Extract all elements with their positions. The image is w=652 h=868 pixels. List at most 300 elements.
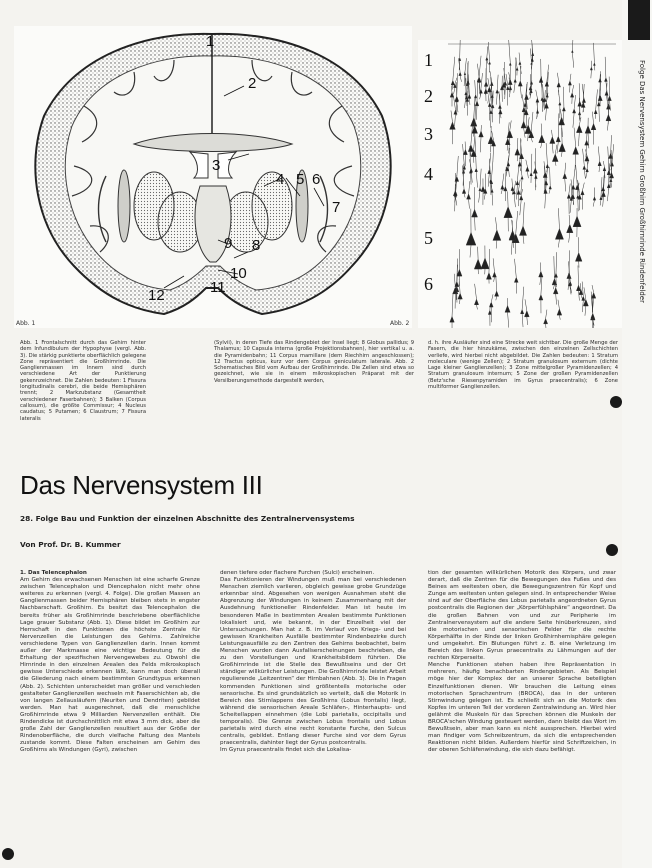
neuron-dendrite bbox=[455, 78, 457, 84]
neuron-cell bbox=[594, 110, 597, 114]
neuron-dendrite bbox=[592, 112, 593, 124]
neuron-dendrite bbox=[541, 124, 542, 135]
neuron-cell bbox=[598, 161, 601, 165]
brain-num-6: 6 bbox=[312, 171, 321, 188]
neuron-cell bbox=[603, 167, 606, 171]
neuron-axon bbox=[599, 106, 600, 122]
neuron-dendrite bbox=[453, 57, 455, 81]
neuron-dendrite bbox=[457, 156, 458, 177]
neuron-cell bbox=[576, 125, 582, 132]
neuron-cell bbox=[607, 184, 610, 188]
cortex-layers-illustration bbox=[418, 40, 622, 328]
neuron-axon bbox=[545, 108, 546, 120]
neuron-dendrite bbox=[477, 80, 478, 102]
neuron-cell bbox=[593, 197, 596, 200]
neuron-axon bbox=[573, 113, 574, 128]
neuron-dendrite bbox=[451, 111, 453, 123]
neuron-axon bbox=[522, 314, 523, 327]
neuron-dendrite bbox=[502, 174, 504, 186]
neuron-axon bbox=[471, 172, 472, 182]
neuron-axon bbox=[591, 70, 592, 78]
neuron-axon bbox=[496, 240, 497, 248]
neuron-axon bbox=[488, 174, 489, 187]
neuron-cell bbox=[557, 309, 562, 315]
neuron-axon bbox=[593, 200, 594, 206]
neuron-dendrite bbox=[557, 73, 558, 83]
neuron-cell bbox=[583, 166, 586, 170]
brain-num-3: 3 bbox=[212, 157, 221, 174]
neuron-cell bbox=[489, 62, 491, 64]
body-column-1-text: Am Gehirn des erwachsenen Menschen ist eine scharfe Grenze zwischen Telencephalon und Diencephalon nicht mehr ohne weiteres zu erkennen (vergl. 4. Folge). Die großen Massen an Ganglienmassen beider Hemisphären bleiben stets in engster Nachbarschaft. Großhirn. Es besitzt das Telencephalon die bereits früher als Großhirnrinde beschriebene oberflächliche Lage grauer Substanz (Abb. 1). Diese bildet im Großhirn zur Herrschaft in den Funktionen die höchste Zentrale für Nervenzellen die Leistungen des Gehirns. Zahlreiche verschiedene Typen von Ganglienzellen darin. Innen kommt außer der Markmasse eine wichtige Bedeutung für die Erhaltung der spezifischen Nervengewebes zu. Obwohl die Hirnrinde in den einzelnen Arealen des Felds mikroskopisch gewisse Unterschiede erkennen läßt, kann man doch überall die Gliederung nach einem bestimmten Grundtypus erkennen (Abb. 2). Schichten unterscheidet man größer und verschieden gestalteter Ganglienzellen wechseln mit Faserschichten ab, die von langen Zellausläufern (Neuriten und Dendriten) gebildet werden. Man hat ausgerechnet, daß die menschliche Großhirnrinde etwa 9 Milliarden Nervenzellen enthält. Die Rindendicke ist durchschnittlich mit etwa 3 mm dick, aber die große Zahl der Ganglienzellen resultiert aus der Größe der Rindenoberfläche, die durch vielfache Faltung des Mantels zustande kommt. Diese Falten erscheinen am Gehirn des Großhirns als Windungen (Gyri), zwischen bbox=[20, 577, 200, 754]
neuron-cell bbox=[559, 143, 565, 151]
neuron-axon bbox=[516, 185, 517, 200]
neuron-dendrite bbox=[556, 252, 557, 273]
neuron-dendrite bbox=[558, 300, 559, 309]
neuron-axon bbox=[476, 305, 477, 310]
neuron-cell bbox=[488, 103, 491, 107]
neuron-cell bbox=[454, 110, 457, 114]
neuron-cell bbox=[517, 190, 520, 194]
neuron-axon bbox=[455, 197, 456, 205]
neuron-dendrite bbox=[519, 53, 520, 62]
neuron-cell bbox=[590, 67, 592, 70]
neuron-dendrite bbox=[460, 40, 461, 58]
neuron-axon bbox=[585, 306, 586, 316]
neuron-axon bbox=[484, 193, 485, 199]
neuron-cell bbox=[479, 188, 481, 191]
brain-num-10: 10 bbox=[230, 265, 247, 282]
neuron-cell bbox=[474, 299, 478, 304]
caption-col-2: (Sylvii), in deren Tiefe das Rindengebiet der Insel liegt; 8 Globus pallidus; 9 Thalamus; 10 Capsula interna (große Projektionsbahnen), hier vertikal u. a. die Pyramidenbahn; 11 Corpus mamillare (dem Riechhirn angeschlossen); 12 Tractus opticus, kurz vor dem Corpus geniculatum laterale. Abb. 2 Schematisches Bild vom Aufbau der Großhirnrinde. Die Zellen sind etwa so gezeichnet, wie sie in einem mikroskopischen Präparat mit der Versilberungsmethode dargestellt werden, bbox=[214, 340, 414, 384]
neuron-axon bbox=[565, 179, 566, 192]
neuron-axon bbox=[492, 192, 493, 205]
neuron-axon bbox=[531, 138, 532, 142]
neuron-axon bbox=[514, 82, 515, 92]
neuron-axon bbox=[569, 233, 570, 243]
neuron-axon bbox=[549, 189, 550, 194]
neuron-dendrite bbox=[514, 181, 516, 191]
neuron-dendrite bbox=[558, 208, 559, 228]
brain-num-4: 4 bbox=[276, 171, 285, 188]
neuron-cell bbox=[472, 126, 478, 133]
neuron-axon bbox=[464, 75, 465, 86]
neuron-dendrite bbox=[509, 40, 511, 63]
neuron-dendrite bbox=[583, 149, 585, 166]
neuron-dendrite bbox=[491, 161, 493, 180]
neuron-dendrite bbox=[536, 90, 538, 99]
neuron-axon bbox=[508, 166, 509, 177]
neuron-cell bbox=[464, 150, 468, 155]
neuron-dendrite bbox=[474, 98, 475, 118]
neuron-cell bbox=[585, 126, 591, 134]
neuron-cell bbox=[506, 86, 509, 90]
neuron-cell bbox=[451, 80, 454, 85]
layer-num-5: 5 bbox=[424, 228, 433, 248]
neuron-cell bbox=[516, 181, 519, 185]
neuron-dendrite bbox=[573, 169, 575, 185]
neuron-cell bbox=[582, 98, 585, 102]
neuron-dendrite bbox=[560, 109, 561, 117]
neuron-axon bbox=[496, 93, 497, 105]
neuron-dendrite bbox=[541, 277, 542, 295]
neuron-dendrite bbox=[594, 43, 595, 63]
neuron-cell bbox=[519, 62, 521, 65]
neuron-cell bbox=[539, 78, 543, 83]
neuron-cell bbox=[591, 124, 596, 130]
neuron-axon bbox=[501, 189, 502, 194]
edge-black-bar bbox=[628, 0, 650, 40]
neuron-cell bbox=[525, 94, 529, 99]
neuron-axon bbox=[479, 191, 480, 203]
neuron-cell bbox=[539, 271, 543, 277]
neuron-cell bbox=[481, 186, 485, 191]
neuron-cell bbox=[504, 187, 507, 191]
neuron-axon bbox=[514, 194, 515, 207]
neuron-cell bbox=[586, 168, 589, 171]
neuron-dendrite bbox=[479, 56, 481, 77]
neuron-axon bbox=[499, 109, 500, 124]
neuron-cell bbox=[504, 207, 512, 218]
neuron-cell bbox=[498, 105, 501, 109]
neuron-axon bbox=[490, 144, 491, 152]
neuron-cell bbox=[585, 156, 589, 161]
neuron-cell bbox=[546, 164, 549, 168]
neuron-dendrite bbox=[474, 136, 475, 150]
neuron-dendrite bbox=[605, 57, 606, 78]
neuron-cell bbox=[486, 57, 488, 60]
neuron-axon bbox=[527, 100, 528, 110]
neuron-cell bbox=[567, 224, 573, 232]
neuron-axon bbox=[570, 200, 571, 212]
neuron-cell bbox=[600, 197, 602, 200]
neuron-cell bbox=[474, 95, 476, 98]
neuron-axon bbox=[475, 217, 476, 230]
neuron-dendrite bbox=[481, 73, 483, 89]
neuron-cell bbox=[457, 269, 462, 276]
neuron-cell bbox=[520, 196, 523, 200]
neuron-dendrite bbox=[569, 184, 570, 195]
neuron-cell bbox=[556, 136, 560, 141]
neuron-cell bbox=[489, 302, 493, 307]
neuron-dendrite bbox=[570, 74, 571, 81]
neuron-dendrite bbox=[488, 78, 489, 87]
neuron-cell bbox=[550, 137, 555, 144]
neuron-cell bbox=[557, 82, 561, 87]
neuron-axon bbox=[559, 315, 560, 320]
neuron-cell bbox=[581, 102, 585, 107]
neuron-axon bbox=[575, 154, 576, 169]
neuron-dendrite bbox=[531, 154, 532, 173]
body-column-1 bbox=[20, 570, 200, 754]
neuron-dendrite bbox=[551, 130, 552, 137]
neuron-cell bbox=[524, 311, 529, 317]
neuron-dendrite bbox=[572, 85, 574, 93]
neuron-cell bbox=[516, 68, 518, 71]
neuron-dendrite bbox=[457, 259, 458, 282]
neuron-dendrite bbox=[569, 215, 570, 224]
body-column-2: denen tiefere oder flachere Furchen (Sulci) erscheinen. Das Funktionieren der Windungen muß man bei verschiedenen Menschen ziemlich variieren, obgleich gewisse grobe Grundzüge erkennbar sind. Abgesehen von wenigen Ausnahmen steht die Abgrenzung der Windungen in keinem Zusammenhang mit der Ausdehnung funktioneller Rindenfelder. Man ist heute im besonderen Maße in bestimmten Arealen bestimmte Funktionen lokalisiert und, wie bekannt, in der Einzelheit viel der Untersuchungen. Man hat z. B. im Verlauf von Kriegs- und bei gewissen Krankheiten Ausfälle bestimmter Rindenbezirke durch Leistungsausfälle zu den Zentren des Gehirns beobachtet, beim Menschen wurden dann Ausfallserscheinungen beschrieben, die zu den Vorstellungen und Krankheitsbildern führten. Die Großhirnrinde ist die Stelle des Bewußtseins und der Ort ständiger willkürlicher Leistungen. Die Großhirnrinde leistet Arbeit regulierende „Leitzentren“ der Hirnbahnen (Abb. 3). Die in Fragen kommenden Funktionen sind größtenteils motorische oder sensorische. Es sind grundsätzlich so verteilt, daß die Motorik in Bereich des Stirnlappens des Großhirns (Lobus frontalis) liegt, während die sensorischen Areale Schläfen-, Hinterhaupts- und Scheitellappen einnehmen (die Lobi parietalis, occipitalis und temporalis). Die Grenze zwischen Lobus frontalis und Lobus parietalis wird durch eine recht konstante Furche, den Sulcus centralis, gebildet. Entlang dieser Furche sind vor dem Gyrus praecentralis, dahinter liegt der Gyrus postcentralis. Im Gyrus praecentralis findet sich die Lokalisa- bbox=[220, 570, 406, 754]
neuron-cell bbox=[468, 145, 473, 152]
neuron-cell bbox=[607, 170, 610, 175]
neuron-cell bbox=[570, 93, 573, 97]
neuron-cell bbox=[578, 101, 582, 106]
caption-col-1: Abb. 1 Frontalschnitt durch das Gehirn hinter dem Infundibulum der Hypophyse (vergl. Abb. 3). Die stärkig punktierte oberflächlich gelegene Zone repräsentiert die Großhirnrinde. Die Ganglienmassen im Innern sind durch verschiedene Art der Punktierung gekennzeichnet. Die Zahlen bedeuten: 1 Fissura longitudinalis cerebri, die beide Hemisphären trennt; 2 Markzubstanz (Gesamtheit verschiedener Faserbahnen); 3 Balken (Corpus callosum), die größte Commissur; 4 Nucleus caudatus; 5 Putamen; 6 Claustrum; 7 Fissura lateralis bbox=[20, 340, 147, 422]
neuron-cell bbox=[602, 191, 606, 196]
neuron-cell bbox=[514, 79, 516, 82]
neuron-dendrite bbox=[452, 293, 453, 317]
neuron-axon bbox=[546, 324, 547, 328]
neuron-cell bbox=[545, 82, 549, 87]
neuron-cell bbox=[559, 102, 561, 105]
neuron-axon bbox=[475, 133, 476, 145]
neuron-cell bbox=[467, 194, 471, 199]
neuron-dendrite bbox=[497, 75, 498, 90]
neuron-cell bbox=[518, 162, 521, 166]
neuron-dendrite bbox=[525, 299, 527, 310]
neuron-cell bbox=[525, 125, 532, 134]
brain-num-9: 9 bbox=[224, 235, 233, 252]
neuron-cell bbox=[491, 104, 494, 108]
neuron-dendrite bbox=[487, 46, 488, 57]
neuron-axon bbox=[487, 60, 488, 64]
neuron-dendrite bbox=[598, 146, 599, 161]
neuron-cell bbox=[567, 194, 570, 198]
neuron-dendrite bbox=[489, 249, 490, 273]
neuron-cell bbox=[521, 310, 524, 314]
neuron-dendrite bbox=[531, 112, 533, 131]
layer-num-2: 2 bbox=[424, 86, 433, 106]
neuron-axon bbox=[520, 200, 521, 215]
neuron-dendrite bbox=[546, 310, 547, 319]
neuron-cell bbox=[521, 121, 526, 128]
neuron-cell bbox=[481, 258, 489, 269]
article-title: Das Nervensystem III bbox=[20, 470, 263, 500]
brain-section-illustration bbox=[14, 26, 412, 328]
neuron-axon bbox=[494, 277, 495, 282]
neuron-cell bbox=[598, 95, 602, 100]
neuron-dendrite bbox=[554, 256, 555, 279]
neuron-axon bbox=[470, 245, 471, 257]
neuron-cell bbox=[505, 306, 510, 313]
neuron-dendrite bbox=[522, 94, 524, 107]
neuron-cell bbox=[475, 101, 479, 106]
neuron-axon bbox=[496, 296, 497, 300]
brain-num-8: 8 bbox=[252, 237, 261, 254]
neuron-dendrite bbox=[457, 73, 458, 96]
neuron-axon bbox=[476, 172, 477, 188]
neuron-cell bbox=[455, 96, 459, 101]
neuron-cell bbox=[531, 58, 533, 61]
neuron-dendrite bbox=[480, 169, 481, 188]
neuron-axon bbox=[500, 114, 501, 118]
neuron-dendrite bbox=[574, 128, 576, 147]
neuron-axon bbox=[582, 300, 583, 312]
neuron-dendrite bbox=[545, 90, 546, 98]
neuron-dendrite bbox=[491, 294, 493, 302]
neuron-cell bbox=[563, 173, 567, 178]
cortex-layers-figure bbox=[418, 40, 622, 328]
figure-1-label: Abb. 1 bbox=[16, 320, 36, 327]
neuron-cell bbox=[450, 316, 454, 322]
neuron-cell bbox=[585, 140, 589, 145]
neuron-axon bbox=[572, 53, 573, 68]
neuron-cell bbox=[493, 272, 497, 277]
brain-section-figure bbox=[14, 26, 412, 328]
neuron-axon bbox=[520, 166, 521, 171]
neuron-cell bbox=[559, 117, 565, 125]
neuron-axon bbox=[581, 295, 582, 299]
neuron-cell bbox=[581, 190, 584, 194]
neuron-dendrite bbox=[528, 117, 529, 125]
neuron-dendrite bbox=[522, 287, 524, 310]
neuron-dendrite bbox=[565, 163, 566, 174]
neuron-dendrite bbox=[571, 186, 572, 197]
neuron-cell bbox=[509, 86, 512, 90]
neuron-dendrite bbox=[578, 266, 579, 286]
neuron-dendrite bbox=[576, 165, 578, 185]
body-column-3: tion der gesamten willkürlichen Motorik des Körpers, und zwar derart, daß die Zentren für die Bewegungen des Fußes und des Beines am weitesten oben, die Bewegungszentren für Kopf und Zunge am weitesten unten gelegen sind. In entsprechender Weise sind auf der Oberfläche des Lobus parietalis angeordneten Gyrus postcentralis die Regionen der „Körperfühlsphäre“ angeordnet. Da die großen Bahnen von und zur Peripherie im Zentralnervensystem auf die andere Seite hinüberkreuzen, sind die motorischen und sensorischen Felder für die rechte Körperhälfte in der Rinde der linken Großhirnhemisphäre gelegen und umgekehrt. Ein Blutungen führt z. B. eine Verletzung im Bereich des linken Gyrus praecentralis zu Lähmungen auf der rechten Körperseite. Menche Funktionen stehen haben ihre Repräsentation in mehreren, häufig benachbarten Rindengebieten. Als Beispiel möge hier der Komplex der an unserer Sprache beteiligten Einzelfunktionen dienen. Wir brauchen die Leitung eines motorischen Sprachzentrum (BROCA), das in der unteren Stirnwindung gelegen ist. Es schließt sich an die Motorik des Kopfes im unteren Teil der vorderen Zentralwindung an. Wird hier gelähmt die Muskeln für das Sprechen können die Muskeln der BROCA'schen Windung gesteuert werden, dann bleibt das Wort im Bewußtsein, aber man kann es nicht aussprechen. Hierbei wird man findiger vom Schreibzentrum, da sich die entsprechenden Reaktionen nicht bilden. Außerdem hierfür sind Schriftzeichen, in der oberen Schläfenwindung, die sich dazu befähigt. bbox=[428, 570, 616, 754]
brain-num-1: 1 bbox=[206, 33, 215, 50]
neuron-cell bbox=[493, 230, 501, 240]
neuron-axon bbox=[457, 102, 458, 112]
neuron-cell bbox=[604, 78, 607, 82]
neuron-dendrite bbox=[475, 284, 477, 299]
neuron-dendrite bbox=[495, 217, 496, 230]
neuron-axon bbox=[600, 200, 601, 206]
neuron-cell bbox=[606, 114, 611, 120]
neuron-dendrite bbox=[546, 143, 547, 164]
neuron-cell bbox=[495, 291, 499, 296]
neuron-cell bbox=[568, 81, 571, 85]
neuron-cell bbox=[526, 167, 529, 171]
neuron-cell bbox=[490, 82, 493, 86]
neuron-cell bbox=[521, 176, 523, 179]
neuron-cell bbox=[599, 78, 602, 82]
neuron-axon bbox=[584, 169, 585, 178]
neuron-dendrite bbox=[515, 58, 516, 79]
neuron-cell bbox=[459, 58, 461, 61]
neuron-axon bbox=[607, 188, 608, 201]
neuron-dendrite bbox=[572, 40, 573, 50]
neuron-dendrite bbox=[508, 191, 509, 206]
neuron-axon bbox=[460, 76, 461, 82]
layer-num-4: 4 bbox=[424, 164, 433, 184]
neuron-dendrite bbox=[603, 161, 604, 167]
neuron-axon bbox=[579, 291, 580, 301]
brain-num-7: 7 bbox=[332, 199, 341, 216]
neuron-cell bbox=[577, 195, 579, 198]
neuron-cell bbox=[468, 94, 471, 98]
neuron-dendrite bbox=[475, 145, 476, 168]
neuron-cell bbox=[511, 187, 514, 191]
neuron-cell bbox=[539, 135, 545, 143]
neuron-dendrite bbox=[469, 181, 470, 194]
neuron-axon bbox=[454, 88, 455, 95]
neuron-axon bbox=[507, 145, 508, 151]
neuron-axon bbox=[476, 106, 477, 120]
neuron-dendrite bbox=[601, 177, 602, 196]
brain-num-11: 11 bbox=[210, 279, 226, 296]
neuron-dendrite bbox=[455, 173, 456, 191]
neuron-dendrite bbox=[582, 183, 584, 191]
neuron-cell bbox=[465, 92, 467, 95]
neuron-cell bbox=[496, 90, 499, 93]
neuron-axon bbox=[488, 92, 489, 103]
neuron-cell bbox=[466, 232, 476, 245]
neuron-axon bbox=[552, 143, 553, 153]
neuron-cell bbox=[555, 229, 563, 240]
neuron-dendrite bbox=[584, 287, 586, 299]
neuron-axon bbox=[541, 143, 542, 148]
neuron-cell bbox=[471, 118, 477, 126]
neuron-cell bbox=[490, 110, 493, 114]
neuron-axon bbox=[545, 193, 546, 208]
neuron-cell bbox=[491, 189, 493, 192]
neuron-axon bbox=[588, 133, 589, 148]
neuron-axon bbox=[452, 85, 453, 90]
article-subline: 28. Folge Bau und Funktion der einzelnen Abschnitte des Zentralnervensystems bbox=[20, 514, 355, 523]
neuron-cell bbox=[450, 92, 454, 97]
neuron-axon bbox=[578, 133, 579, 147]
neuron-axon bbox=[607, 121, 608, 131]
neuron-cell bbox=[459, 72, 462, 75]
neuron-cell bbox=[572, 50, 574, 52]
neuron-cell bbox=[458, 293, 462, 299]
neuron-cell bbox=[536, 98, 539, 102]
neuron-dendrite bbox=[463, 144, 465, 166]
neuron-axon bbox=[455, 114, 456, 126]
neuron-axon bbox=[520, 86, 521, 98]
neuron-axon bbox=[528, 134, 529, 141]
neuron-axon bbox=[504, 87, 505, 94]
neuron-cell bbox=[477, 77, 481, 82]
neuron-axon bbox=[553, 285, 554, 289]
neuron-axon bbox=[540, 277, 541, 285]
neuron-cell bbox=[474, 259, 482, 269]
adjacent-page-edge bbox=[622, 0, 652, 868]
neuron-cell bbox=[501, 185, 504, 189]
neuron-cell bbox=[479, 131, 483, 137]
neuron-axon bbox=[469, 98, 470, 104]
neuron-dendrite bbox=[465, 58, 467, 72]
caption-col-3: d. h. ihre Ausläufer sind eine Strecke weit sichtbar. Die große Menge der Fasern, die hier hinzukäme, zwischen den einzelnen Zellschichten verliefe, wird hierbei nicht abgebildet. Die Zahlen bedeuten: 1 Stratum moleculare (wenige Zellen); 2 Stratum granulosum externum (dichte Lage kleiner Ganglienzellen); 3 Zone mittelgroßer Pyramidenzellen; 4 Stratum granulosum internum; 5 Zone der großen Pyramidenzellen (Betz'sche Riesenpyramiden im Gyrus praecentralis); 6 Zone multiformer Ganglienzellen. bbox=[428, 340, 618, 391]
layer-num-1: 1 bbox=[424, 50, 433, 70]
neuron-cell bbox=[536, 110, 538, 113]
edge-dot-middle bbox=[606, 544, 618, 556]
neuron-axon bbox=[459, 299, 460, 304]
neuron-dendrite bbox=[515, 259, 517, 278]
neuron-dendrite bbox=[454, 274, 455, 287]
neuron-cell bbox=[562, 107, 565, 111]
neuron-dendrite bbox=[459, 279, 460, 293]
neuron-axon bbox=[527, 317, 528, 325]
neuron-dendrite bbox=[558, 90, 559, 102]
neuron-dendrite bbox=[543, 84, 544, 99]
neuron-cell bbox=[573, 147, 579, 155]
neuron-axon bbox=[586, 172, 587, 179]
neuron-cell bbox=[535, 175, 538, 178]
neuron-cell bbox=[513, 190, 516, 194]
neuron-cell bbox=[484, 89, 488, 94]
neuron-cell bbox=[532, 53, 534, 56]
neuron-dendrite bbox=[512, 179, 513, 187]
layer-num-6: 6 bbox=[424, 274, 433, 294]
neuron-cell bbox=[553, 288, 558, 294]
neuron-axon bbox=[469, 199, 470, 209]
neuron-dendrite bbox=[488, 42, 489, 62]
neuron-cell bbox=[578, 112, 580, 115]
neuron-cell bbox=[499, 110, 502, 114]
